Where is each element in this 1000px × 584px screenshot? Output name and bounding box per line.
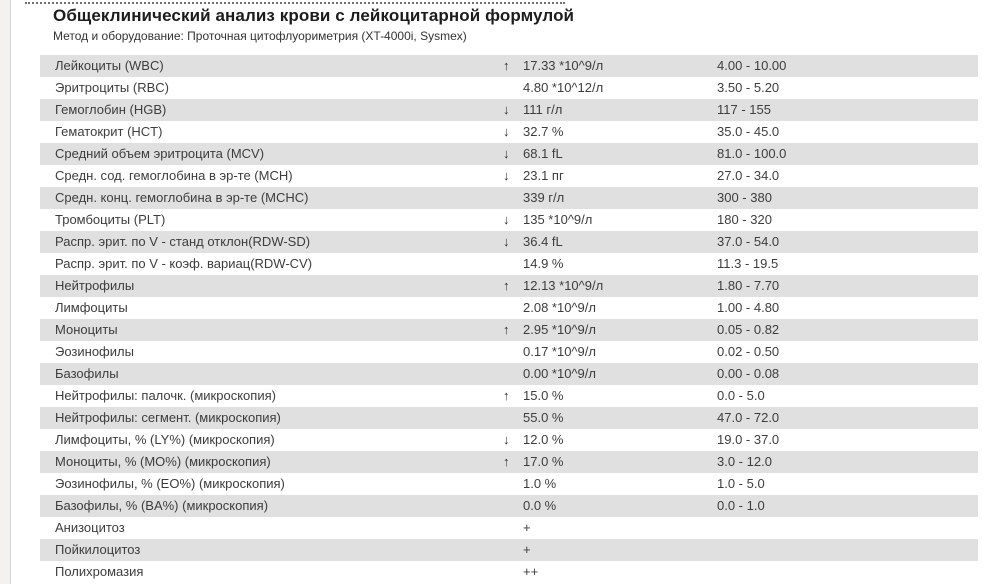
reference-range: 0.02 - 0.50	[717, 344, 780, 359]
reference-range: 180 - 320	[717, 212, 772, 227]
reference-range: 0.05 - 0.82	[717, 322, 780, 337]
reference-range: 0.0 - 5.0	[717, 388, 765, 403]
parameter-name: Моноциты	[55, 322, 118, 337]
flag-empty	[503, 407, 523, 429]
result-value: 0.0 %	[523, 498, 557, 513]
table-row	[40, 539, 978, 561]
table-row	[40, 473, 978, 495]
reference-range: 35.0 - 45.0	[717, 124, 780, 139]
arrow-down-icon: ↓	[503, 124, 510, 139]
arrow-down-icon: ↓	[503, 168, 510, 183]
arrow-up-icon: ↑	[503, 58, 510, 73]
reference-range: 0.0 - 1.0	[717, 498, 765, 513]
parameter-name: Распр. эрит. по V - коэф. вариац(RDW-CV)	[55, 256, 313, 271]
reference-range: 37.0 - 54.0	[717, 234, 780, 249]
reference-range: 1.0 - 5.0	[717, 476, 765, 491]
reference-range: 300 - 380	[717, 190, 772, 205]
result-value: 339 г/л	[523, 190, 565, 205]
table-row	[40, 297, 978, 319]
table-row	[40, 385, 978, 407]
parameter-name: Лимфоциты	[55, 300, 128, 315]
reference-range: 0.00 - 0.08	[717, 366, 780, 381]
result-value: 111 г/л	[523, 102, 563, 117]
result-value: 135 *10^9/л	[523, 212, 593, 227]
result-value: 2.08 *10^9/л	[523, 300, 596, 315]
result-value: 12.0 %	[523, 432, 564, 447]
flag-empty	[503, 253, 523, 275]
table-row	[40, 429, 978, 451]
result-value: 0.17 *10^9/л	[523, 344, 596, 359]
parameter-name: Средний объем эритроцита (MCV)	[55, 146, 265, 161]
flag-empty	[503, 341, 523, 363]
reference-range: 81.0 - 100.0	[717, 146, 787, 161]
arrow-up-icon: ↑	[503, 388, 510, 403]
table-row	[40, 319, 978, 341]
report-title: Общеклинический анализ крови с лейкоцитарной формулой	[53, 6, 575, 25]
reference-range: 19.0 - 37.0	[717, 432, 780, 447]
parameter-name: Полихромазия	[55, 564, 144, 579]
flag-empty	[503, 517, 523, 539]
parameter-name: Нейтрофилы: сегмент. (микроскопия)	[55, 410, 281, 425]
reference-range: 1.80 - 7.70	[717, 278, 780, 293]
page-top-divider	[25, 2, 565, 4]
result-value: 17.0 %	[523, 454, 564, 469]
reference-range: 3.0 - 12.0	[717, 454, 772, 469]
arrow-down-icon: ↓	[503, 212, 510, 227]
flag-empty	[503, 495, 523, 517]
table-row	[40, 517, 978, 539]
parameter-name: Лейкоциты (WBC)	[55, 58, 164, 73]
flag-empty	[503, 297, 523, 319]
reference-range: 4.00 - 10.00	[717, 58, 787, 73]
arrow-down-icon: ↓	[503, 234, 510, 249]
parameter-name: Лимфоциты, % (LY%) (микроскопия)	[55, 432, 275, 447]
reference-range	[717, 517, 978, 539]
reference-range: 3.50 - 5.20	[717, 80, 780, 95]
result-value: ++	[523, 564, 539, 579]
table-row	[40, 407, 978, 429]
parameter-name: Тромбоциты (PLT)	[55, 212, 166, 227]
table-row	[40, 561, 978, 583]
reference-range: 47.0 - 72.0	[717, 410, 780, 425]
table-row	[40, 77, 978, 99]
flag-empty	[503, 561, 523, 583]
reference-range: 11.3 - 19.5	[717, 256, 779, 271]
table-row	[40, 231, 978, 253]
result-value: 1.0 %	[523, 476, 557, 491]
reference-range: 117 - 155	[717, 102, 771, 117]
flag-empty	[503, 539, 523, 561]
parameter-name: Средн. конц. гемоглобина в эр-те (MCHC)	[55, 190, 309, 205]
table-row	[40, 363, 978, 385]
parameter-name: Эозинофилы, % (EO%) (микроскопия)	[55, 476, 285, 491]
table-row	[40, 275, 978, 297]
reference-range: 1.00 - 4.80	[717, 300, 780, 315]
table-row	[40, 495, 978, 517]
table-row	[40, 187, 978, 209]
table-row	[40, 451, 978, 473]
result-value: 23.1 пг	[523, 168, 564, 183]
table-row	[40, 55, 978, 77]
parameter-name: Гемоглобин (HGB)	[55, 102, 167, 117]
table-row	[40, 143, 978, 165]
parameter-name: Нейтрофилы	[55, 278, 135, 293]
result-value: 4.80 *10^12/л	[523, 80, 604, 95]
parameter-name: Гематокрит (HCT)	[55, 124, 163, 139]
parameter-name: Моноциты, % (MO%) (микроскопия)	[55, 454, 271, 469]
result-value: 2.95 *10^9/л	[523, 322, 596, 337]
flag-empty	[503, 187, 523, 209]
table-row	[40, 99, 978, 121]
result-value: 12.13 *10^9/л	[523, 278, 604, 293]
reference-range	[717, 539, 978, 561]
parameter-name: Базофилы	[55, 366, 119, 381]
parameter-name: Пойкилоцитоз	[55, 542, 141, 557]
parameter-name: Базофилы, % (BA%) (микроскопия)	[55, 498, 269, 513]
arrow-down-icon: ↓	[503, 146, 510, 161]
arrow-up-icon: ↑	[503, 454, 510, 469]
result-value: 55.0 %	[523, 410, 564, 425]
page-left-gutter	[0, 0, 11, 584]
arrow-up-icon: ↑	[503, 322, 510, 337]
reference-range: 27.0 - 34.0	[717, 168, 780, 183]
result-value: 32.7 %	[523, 124, 564, 139]
table-row	[40, 121, 978, 143]
table-row	[40, 209, 978, 231]
flag-empty	[503, 363, 523, 385]
result-value: 14.9 %	[523, 256, 564, 271]
table-row	[40, 341, 978, 363]
arrow-down-icon: ↓	[503, 102, 510, 117]
result-value: +	[523, 542, 531, 557]
table-row	[40, 253, 978, 275]
result-value: 0.00 *10^9/л	[523, 366, 596, 381]
parameter-name: Эритроциты (RBC)	[55, 80, 169, 95]
table-row	[40, 165, 978, 187]
flag-empty	[503, 473, 523, 495]
parameter-name: Эозинофилы	[55, 344, 134, 359]
flag-empty	[503, 77, 523, 99]
results-table	[40, 55, 978, 583]
parameter-name: Нейтрофилы: палочк. (микроскопия)	[55, 388, 276, 403]
result-value: 36.4 fL	[523, 234, 563, 249]
reference-range	[717, 561, 978, 583]
arrow-up-icon: ↑	[503, 278, 510, 293]
arrow-down-icon: ↓	[503, 432, 510, 447]
result-value: 68.1 fL	[523, 146, 563, 161]
parameter-name: Средн. сод. гемоглобина в эр-те (MCH)	[55, 168, 293, 183]
method-equipment-line: Метод и оборудование: Проточная цитофлуориметрия (XT-4000i, Sysmex)	[53, 29, 467, 43]
parameter-name: Анизоцитоз	[55, 520, 125, 535]
result-value: +	[523, 520, 531, 535]
parameter-name: Распр. эрит. по V - станд отклон(RDW-SD)	[55, 234, 311, 249]
result-value: 17.33 *10^9/л	[523, 58, 604, 73]
result-value: 15.0 %	[523, 388, 564, 403]
